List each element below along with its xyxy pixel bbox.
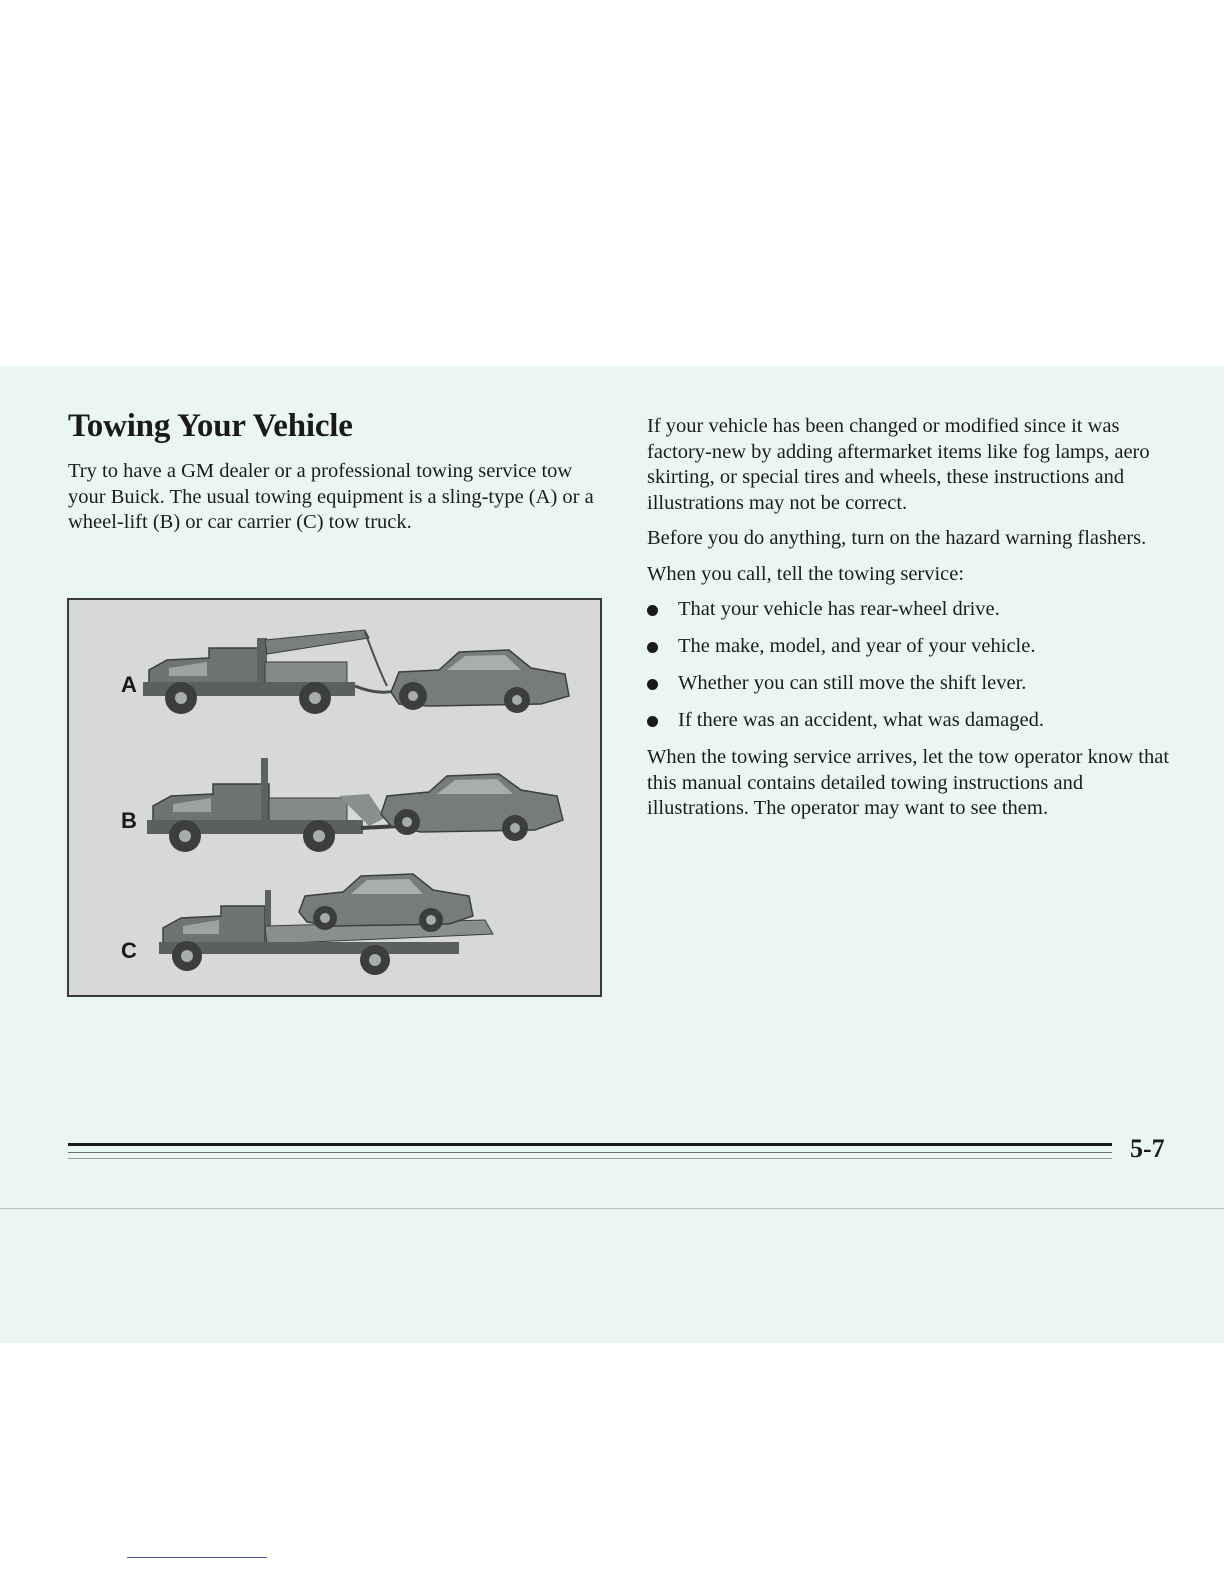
bullet-icon xyxy=(647,642,658,653)
scan-edge xyxy=(0,1208,1224,1209)
label-a: A xyxy=(121,672,137,697)
hazard-paragraph: Before you do anything, turn on the hazard warning flashers. xyxy=(647,527,1147,549)
towing-illustration xyxy=(67,598,602,997)
arrival-paragraph: When the towing service arrives, let the tow operator know that this manual contains detailed towing instructions and illustrations. The operator may want to see them. xyxy=(647,746,1170,819)
right-column xyxy=(647,414,1177,832)
intro-paragraph: Try to have a GM dealer or a professional towing service tow your Buick. The usual towing equipment is a sling-type (A) or a wheel-lift (B) or car carrier (C) tow truck. xyxy=(68,460,594,533)
label-c: C xyxy=(121,938,137,963)
call-paragraph: When you call, tell the towing service: xyxy=(647,562,965,585)
left-column xyxy=(68,408,608,536)
label-b: B xyxy=(121,808,137,833)
list-item: If there was an accident, what was damaged. xyxy=(647,708,1177,734)
list-item: The make, model, and year of your vehicle. xyxy=(647,634,1177,660)
bullet-icon xyxy=(647,679,658,690)
footer-rule-thin xyxy=(68,1158,1112,1159)
modification-paragraph: If your vehicle has been changed or modified since it was factory-new by adding aftermarket items like fog lamps, aero skirting, or special tires and wheels, these instructions and illustrations may not be correct. xyxy=(647,415,1150,514)
section-title: Towing Your Vehicle xyxy=(68,408,353,444)
bullet-icon xyxy=(647,605,658,616)
towing-info-list xyxy=(647,597,1177,734)
divider xyxy=(127,1557,267,1558)
bullet-icon xyxy=(647,716,658,727)
footer-rule xyxy=(68,1143,1112,1146)
list-item: That your vehicle has rear-wheel drive. xyxy=(647,597,1177,623)
page-number: 5-7 xyxy=(1130,1134,1165,1163)
list-item: Whether you can still move the shift lever. xyxy=(647,671,1177,697)
footer-rule-thin xyxy=(68,1152,1112,1153)
